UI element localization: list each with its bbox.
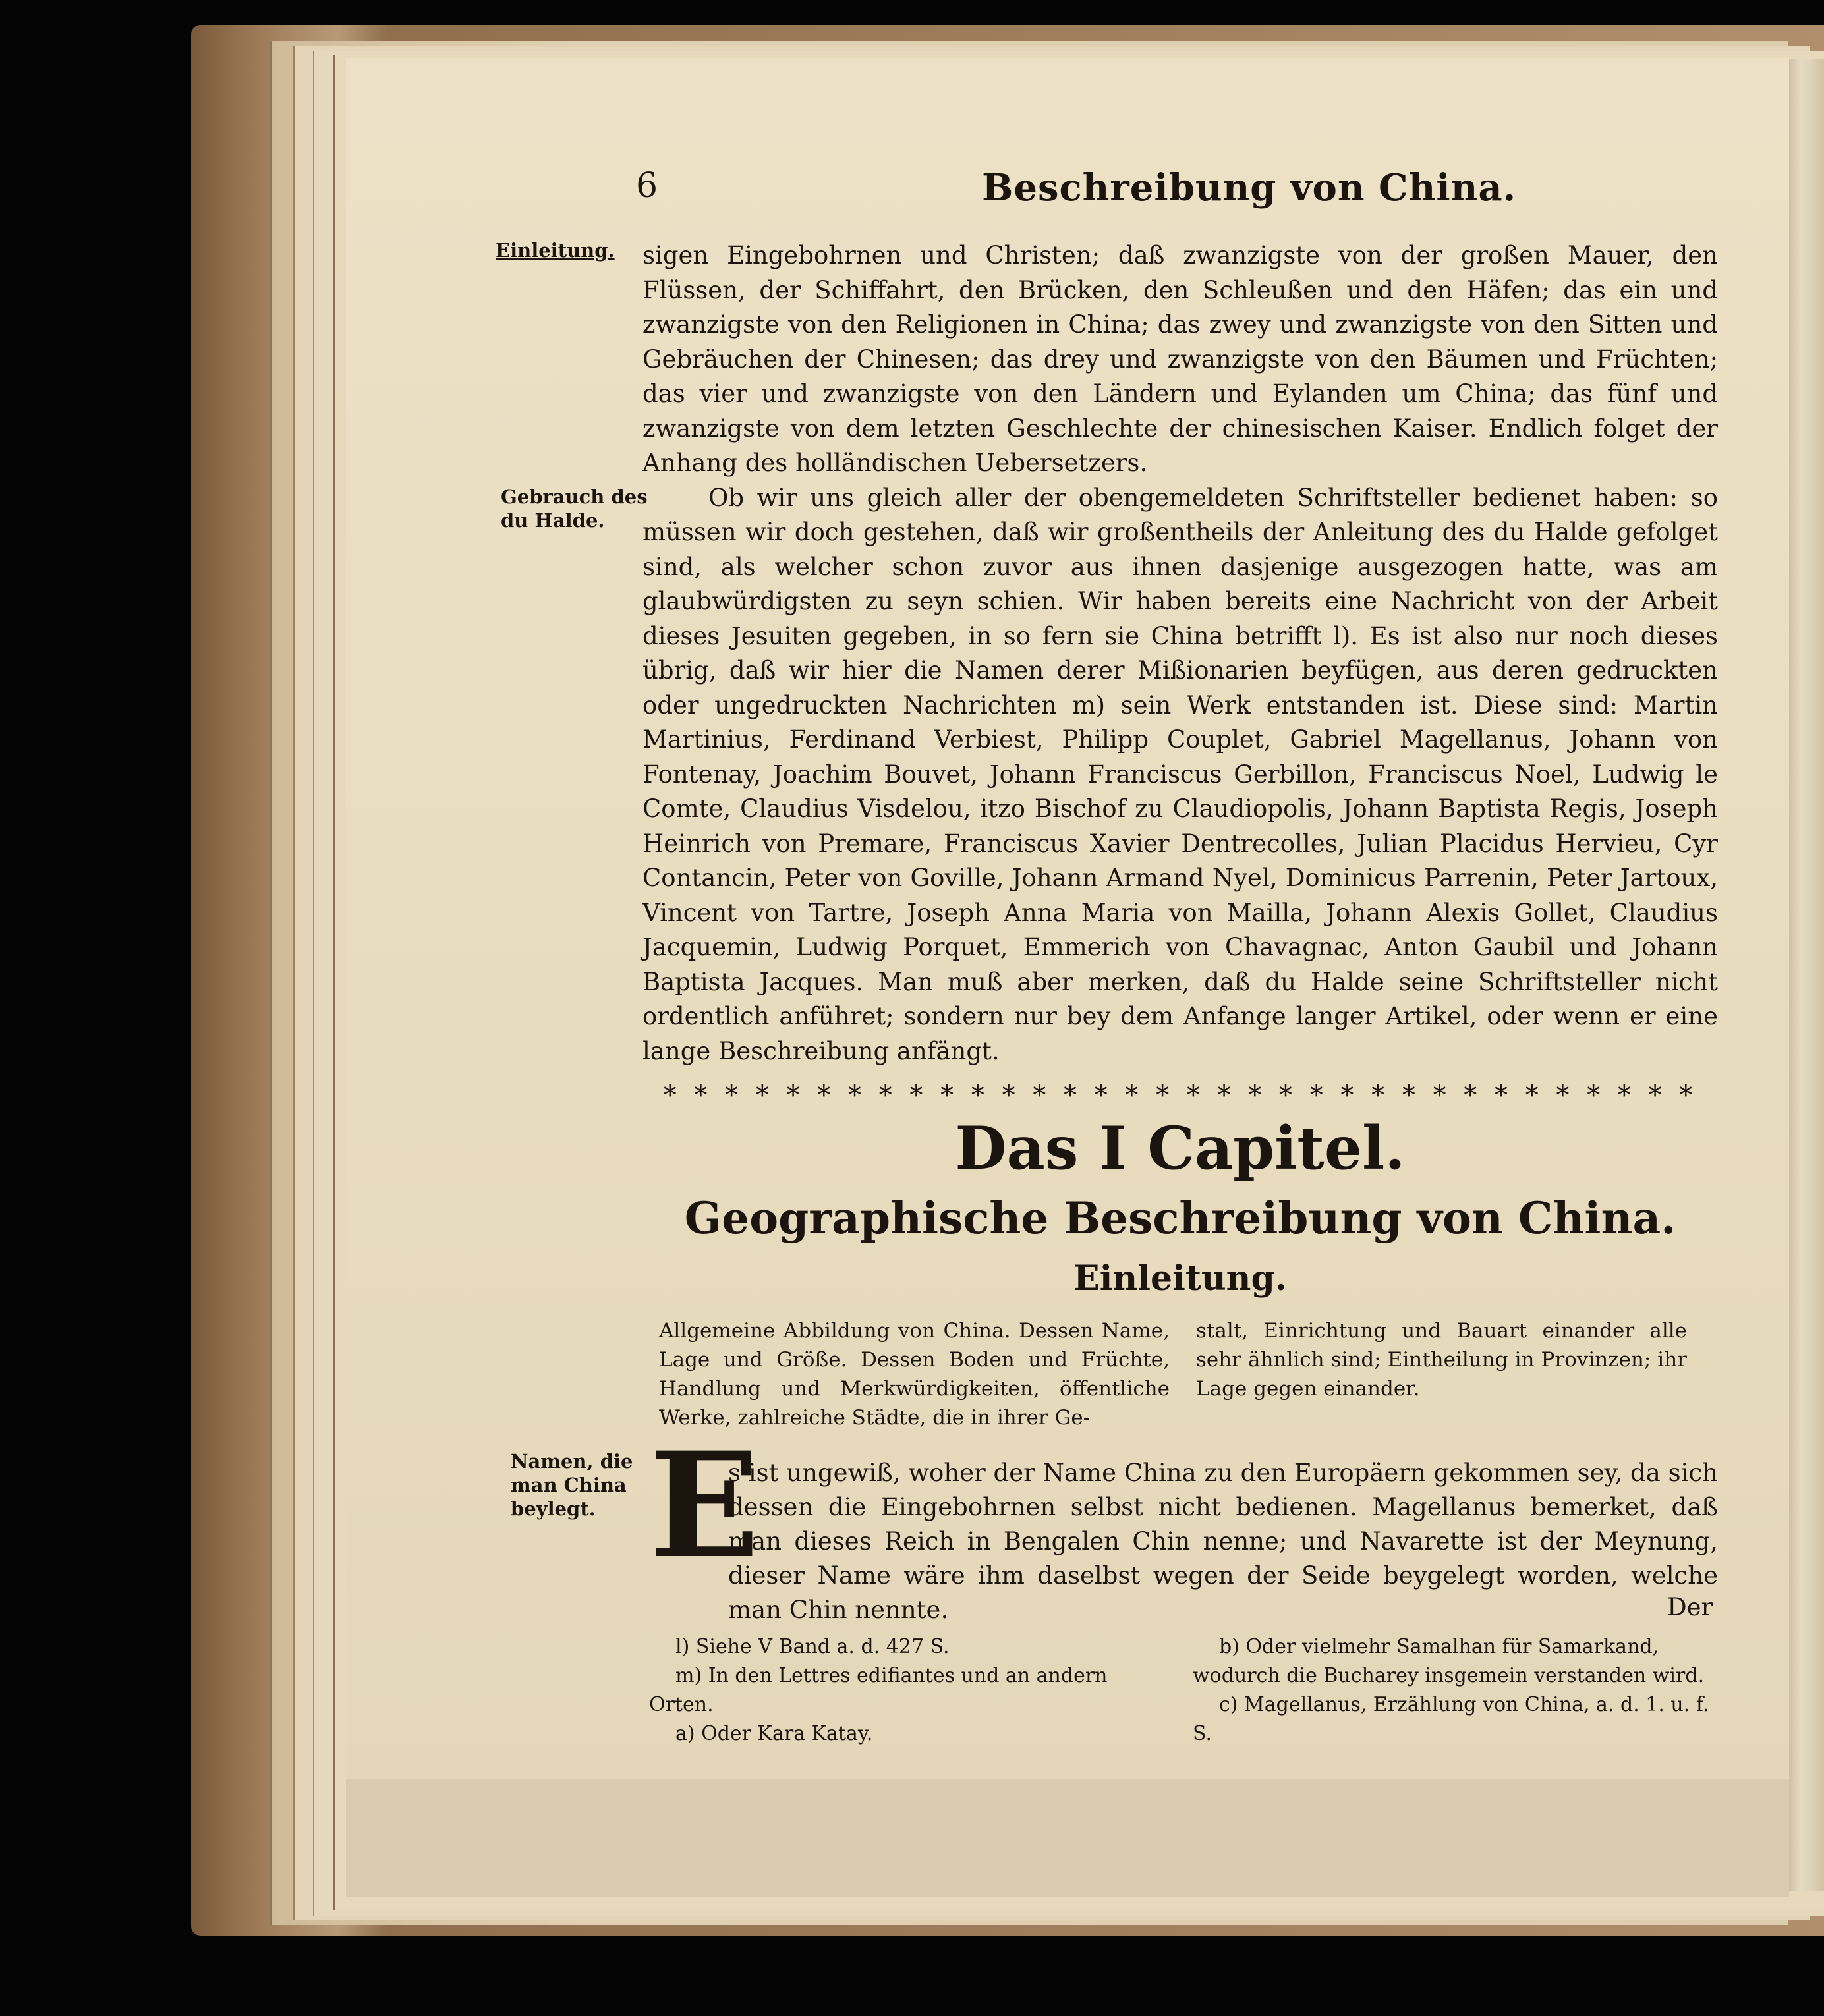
chapter-body-text <box>649 1456 1718 1627</box>
chapter-subtitle: Geographische Beschreibung von China. <box>684 1192 1676 1244</box>
footnote-b: b) Oder vielmehr Samalhan für Samarkand, wodurch die Bucharey insgemein verstanden wird. <box>1193 1635 1705 1687</box>
star-separator: * * * * * * * * * * * * * * * * * * * * * * * * * * * * * * * * * * <box>663 1080 1697 1111</box>
margin-note-introduction: Einleitung. <box>496 239 615 262</box>
drop-cap: E <box>649 1420 760 1590</box>
chapter-summary-right: stalt, Einrichtung und Bauart einander alle sehr ähnlich sind; Eintheilung in Provinzen; ihr Lage gegen einander. <box>1196 1319 1687 1401</box>
footnote-m: m) In den Lettres edifiantes und an andern Orten. <box>649 1664 1108 1716</box>
running-head: Beschreibung von China. <box>982 166 1517 210</box>
footnote-c: c) Magellanus, Erzählung von China, a. d. 1. u. f. S. <box>1193 1693 1709 1745</box>
body-text <box>642 238 1718 1069</box>
margin-note-names: Namen, die man China beylegt. <box>511 1450 633 1520</box>
chapter-title: Das I Capitel. <box>955 1113 1406 1183</box>
body-paragraph-1: sigen Eingebohrnen und Christen; daß zwanzigste von der großen Mauer, den Flüssen, der Schiffahrt, den Brücken, den Schleußen und den Häfen; das ein und zwanzigste von den Religionen in China; das zwey und zwanzigste von den Sitten und Gebräuchen der Chinesen; das drey und zwanzigste von den Bäumen und Früchten; das vier und zwanzigste von den Ländern und Eylanden um China; das fünf und zwanzigste von dem letzten Geschlechte der chinesischen Kaiser. Endlich folget der Anhang des holländischen Uebersetzers. <box>642 241 1718 477</box>
introduction-heading: Einleitung. <box>1073 1258 1287 1299</box>
footnotes-right <box>1193 1633 1720 1749</box>
footnote-a: a) Oder Kara Katay. <box>675 1722 873 1745</box>
footnotes-left <box>649 1633 1176 1749</box>
chapter-body-paragraph: s ist ungewiß, woher der Name China zu den Europäern gekommen sey, da sich dessen die Eingebohrnen selbst nicht bedienen. Magellanus bemerket, daß man dieses Reich in Bengalen Chin nenne; und Navarette ist der Meynung, dieser Name wäre ihm daselbst wegen der Seide beygelegt worden, welche man Chin nennte. <box>728 1459 1718 1624</box>
margin-note-du-halde: Gebrauch des du Halde. <box>501 486 648 532</box>
chapter-summary-left: Allgemeine Abbildung von China. Dessen Name, Lage und Größe. Dessen Boden und Früchte, Handlung und Merkwürdigkeiten, öffentliche Werke, zahlreiche Städte, die in ihrer Ge- <box>659 1319 1170 1430</box>
page-number: 6 <box>636 166 658 206</box>
body-paragraph-2: Ob wir uns gleich aller der obengemeldeten Schriftsteller bedienet haben: so müssen wir doch gestehen, daß wir großentheils der Anleitung des du Halde gefolget sind, als welcher schon zuvor aus ihnen dasjenige ausgezogen hatte, was am glaubwürdigsten zu seyn schien. Wir haben bereits eine Nachricht von der Arbeit dieses Jesuiten gegeben, in so fern sie China betrifft l). Es ist also nur noch dieses übrig, daß wir hier die Namen derer Mißionarien beyfügen, aus deren gedruckten oder ungedruckten Nachrichten m) sein Werk entstanden ist. Diese sind: Martin Martinius, Ferdinand Verbiest, Philipp Couplet, Gabriel Magellanus, Johann von Fontenay, Joachim Bouvet, Johann Franciscus Gerbillon, Franciscus Noel, Ludwig le Comte, Claudius Visdelou, itzo Bischof zu Claudiopolis, Johann Baptista Regis, Joseph Heinrich von Premare, Franciscus Xavier Dentrecolles, Julian Placidus Hervieu, Cyr Contancin, Peter von Goville, Johann Armand Nyel, Dominicus Parrenin, Peter Jartoux, Vincent von Tartre, Joseph Anna Maria von Mailla, Johann Alexis Gollet, Claudius Jacquemin, Ludwig Porquet, Emmerich von Chavagnac, Anton Gaubil und Johann Baptista Jacques. Man muß aber merken, daß du Halde seine Schriftsteller nicht ordentlich anführet; sondern nur bey dem Anfange langer Artikel, oder wenn er eine lange Beschreibung anfängt. <box>642 483 1718 1065</box>
facing-page-edge <box>1786 59 1824 1891</box>
catchword: Der <box>1667 1593 1713 1621</box>
footnote-l: l) Siehe V Band a. d. 427 S. <box>675 1635 950 1658</box>
page-bottom-margin <box>346 1779 1789 1897</box>
